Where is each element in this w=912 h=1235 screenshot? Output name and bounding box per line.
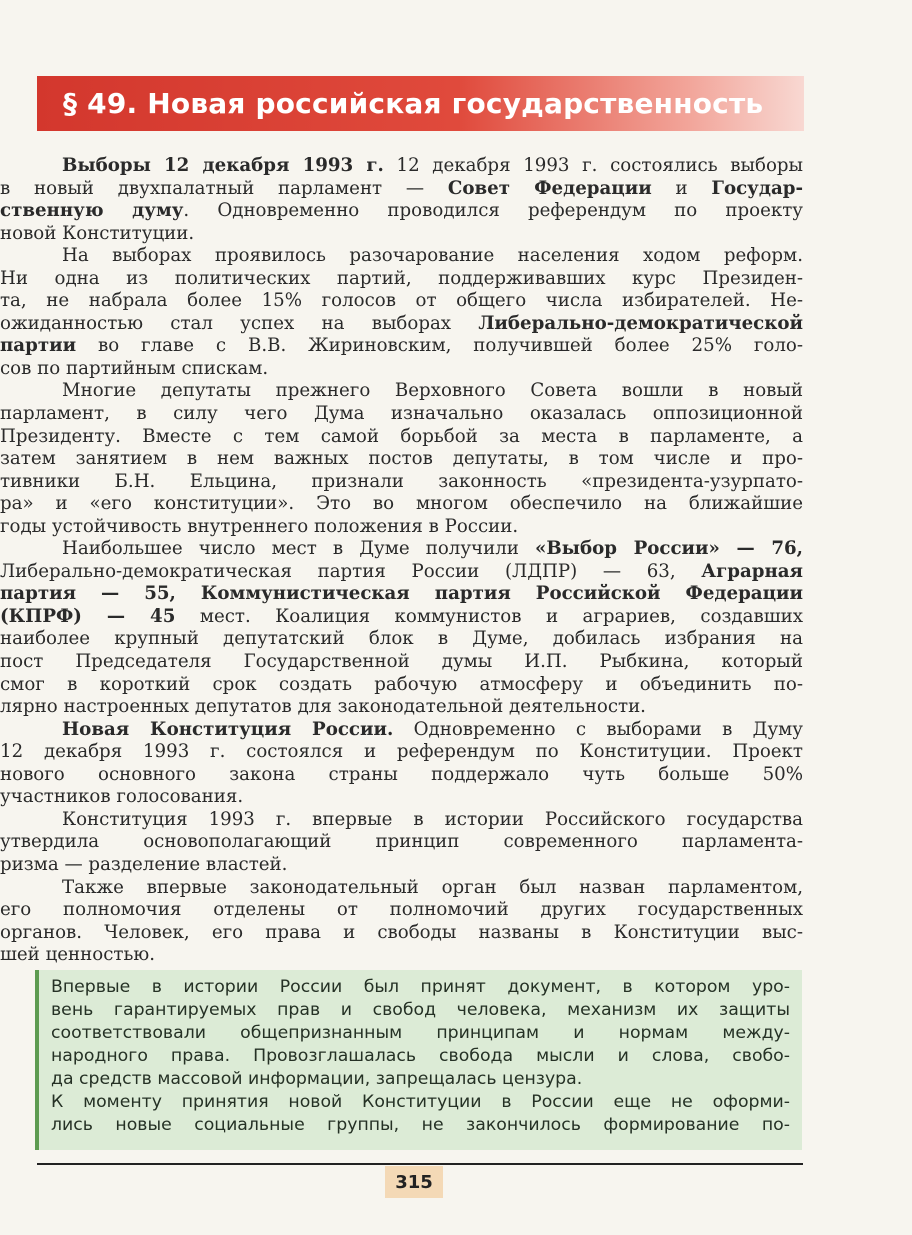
text-line (0, 944, 803, 967)
text-line (0, 696, 803, 719)
text-line (0, 448, 803, 471)
text-line (0, 290, 803, 313)
text-line (62, 809, 803, 832)
paragraph (0, 538, 804, 718)
section-header (37, 76, 804, 131)
bold-run: Совет Федерации (447, 177, 652, 199)
text-line (62, 877, 803, 900)
callout-line: лись новые социальные группы, не закончилось формирование по- (51, 1115, 790, 1135)
callout-line: соответствовали общепризнанным принципам и нормам между- (51, 1023, 790, 1043)
text-run: Либерально-демократическая партия России (ЛДПР) — 63, (0, 560, 702, 582)
text-run: мест. Коалиция коммунистов и аграриев, создавших (175, 605, 804, 627)
text-line (0, 200, 803, 223)
text-run: ризма — разделение властей. (0, 853, 288, 875)
text-line (0, 741, 803, 764)
text-run: Наибольшее число мест в Думе получили (62, 538, 535, 560)
text-line (0, 606, 803, 629)
text-run: Президенту. Вместе с тем самой борьбой за места в парламенте, а (0, 425, 803, 447)
text-run: тивники Б.Н. Ельцина, признали законность «президента-узурпато- (0, 470, 803, 492)
text-line (0, 674, 803, 697)
text-line (0, 471, 803, 494)
text-run: На выборах проявилось разочарование населения ходом реформ. (62, 245, 803, 267)
text-run: парламент, в силу чего Дума изначально оказалась оппозиционной (0, 403, 803, 425)
callout-line: Впервые в истории России был принят документ, в котором уро- (51, 977, 790, 997)
text-run: пост Председателя Государственной думы И.П. Рыбкина, который (0, 651, 803, 673)
text-run: 12 декабря 1993 г. состоялся и референдум по Конституции. Проект (0, 741, 803, 763)
bold-run: партия — 55, Коммунистическая партия Российской Федерации (0, 583, 803, 605)
text-line (0, 223, 803, 246)
text-run: Также впервые законодательный орган был назван парламентом, (62, 876, 803, 898)
text-run: Многие депутаты прежнего Верховного Совета вошли в новый (62, 380, 803, 402)
text-run: его полномочия отделены от полномочий других государственных (0, 899, 803, 921)
text-line (0, 178, 803, 201)
bold-run: Выборы 12 декабря 1993 г. (62, 155, 384, 176)
text-run: нового основного закона страны поддержало чуть больше 50% (0, 763, 803, 785)
text-run: в новый двухпалатный парламент — (0, 177, 448, 199)
text-run: сов по партийным спискам. (0, 357, 269, 379)
text-line (0, 561, 803, 584)
paragraph (0, 245, 803, 380)
text-run: годы устойчивость внутреннего положения в России. (0, 515, 519, 537)
text-run: . Одновременно проводился референдум по проекту (183, 200, 803, 222)
text-line (0, 651, 803, 674)
bold-run: ственную думу (0, 200, 184, 222)
text-run: и (651, 177, 712, 199)
text-run: Одновременно с выборами в Думу (393, 718, 803, 740)
footer-rule (37, 1163, 803, 1165)
page-number: 315 (385, 1166, 443, 1198)
text-run: ожиданностью стал успех на выборах (0, 312, 479, 334)
text-run: 12 декабря 1993 г. состоялись выборы (383, 155, 804, 176)
callout-line: вень гарантируемых прав и свобод человека, механизм их защиты (51, 1000, 790, 1020)
bold-run: (КПРФ) — 45 (0, 605, 176, 627)
paragraph (0, 876, 803, 967)
text-line (0, 493, 803, 516)
bold-run: Либерально-демократической (478, 312, 803, 334)
callout-line: да средств массовой информации, запрещалась цензура. (51, 1069, 583, 1089)
text-run: во главе с В.В. Жириновским, получившей более 25% голо- (76, 335, 803, 357)
text-line (0, 335, 803, 358)
text-line (0, 516, 803, 539)
paragraph (0, 380, 803, 538)
text-run: та, не набрала более 15% голосов от общего числа избирателей. Не- (0, 290, 803, 312)
text-run: новой Конституции. (0, 222, 195, 244)
text-line (0, 426, 803, 449)
callout-line: К моменту принятия новой Конституции в России еще не оформи- (51, 1092, 790, 1112)
text-run: участников голосования. (0, 786, 244, 808)
text-line (0, 854, 803, 877)
paragraph (0, 155, 804, 245)
text-line (62, 538, 803, 561)
text-line (62, 719, 803, 742)
paragraph (0, 718, 803, 809)
text-run: лярно настроенных депутатов для законодательной деятельности. (0, 696, 646, 718)
text-line (62, 380, 803, 403)
bold-run: Аграрная (701, 560, 803, 582)
main-text (0, 155, 804, 967)
text-line (0, 922, 803, 945)
text-line (0, 583, 803, 606)
text-run: утвердила основополагающий принцип современного парламента- (0, 831, 803, 853)
text-line (0, 313, 803, 336)
text-line (62, 245, 803, 268)
section-title: § 49. Новая российская государственность (63, 87, 764, 120)
text-line (0, 358, 803, 381)
paragraph (0, 808, 803, 877)
text-line (0, 628, 803, 651)
bold-run: «Выбор России» — 76, (534, 538, 804, 560)
text-line (0, 764, 803, 787)
text-line (62, 155, 803, 178)
text-line (0, 268, 803, 291)
text-line (0, 786, 803, 809)
text-run: смог в короткий срок создать рабочую атмосферу и объединить по- (0, 673, 803, 695)
text-run: наиболее крупный депутатский блок в Думе, добилась избрания на (0, 628, 803, 650)
bold-run: Новая Конституция России. (62, 718, 394, 740)
text-run: шей ценностью. (0, 944, 155, 966)
text-line (0, 403, 803, 426)
text-run: Ни одна из политических партий, поддерживавших курс Президен- (0, 267, 803, 289)
text-line (0, 831, 803, 854)
bold-run: партии (0, 335, 77, 357)
text-run: ра» и «его конституции». Это во многом обеспечило на ближайшие (0, 493, 803, 515)
text-run: Конституция 1993 г. впервые в истории Российского государства (62, 808, 803, 830)
text-line (0, 899, 803, 922)
callout-line: народного права. Провозглашалась свобода мысли и слова, свобо- (51, 1046, 790, 1066)
callout-box (35, 970, 802, 1150)
text-run: затем занятием в нем важных постов депутаты, в том числе и про- (0, 448, 803, 470)
bold-run: Государ- (711, 177, 803, 199)
text-run: органов. Человек, его права и свободы названы в Конституции выс- (0, 921, 803, 943)
